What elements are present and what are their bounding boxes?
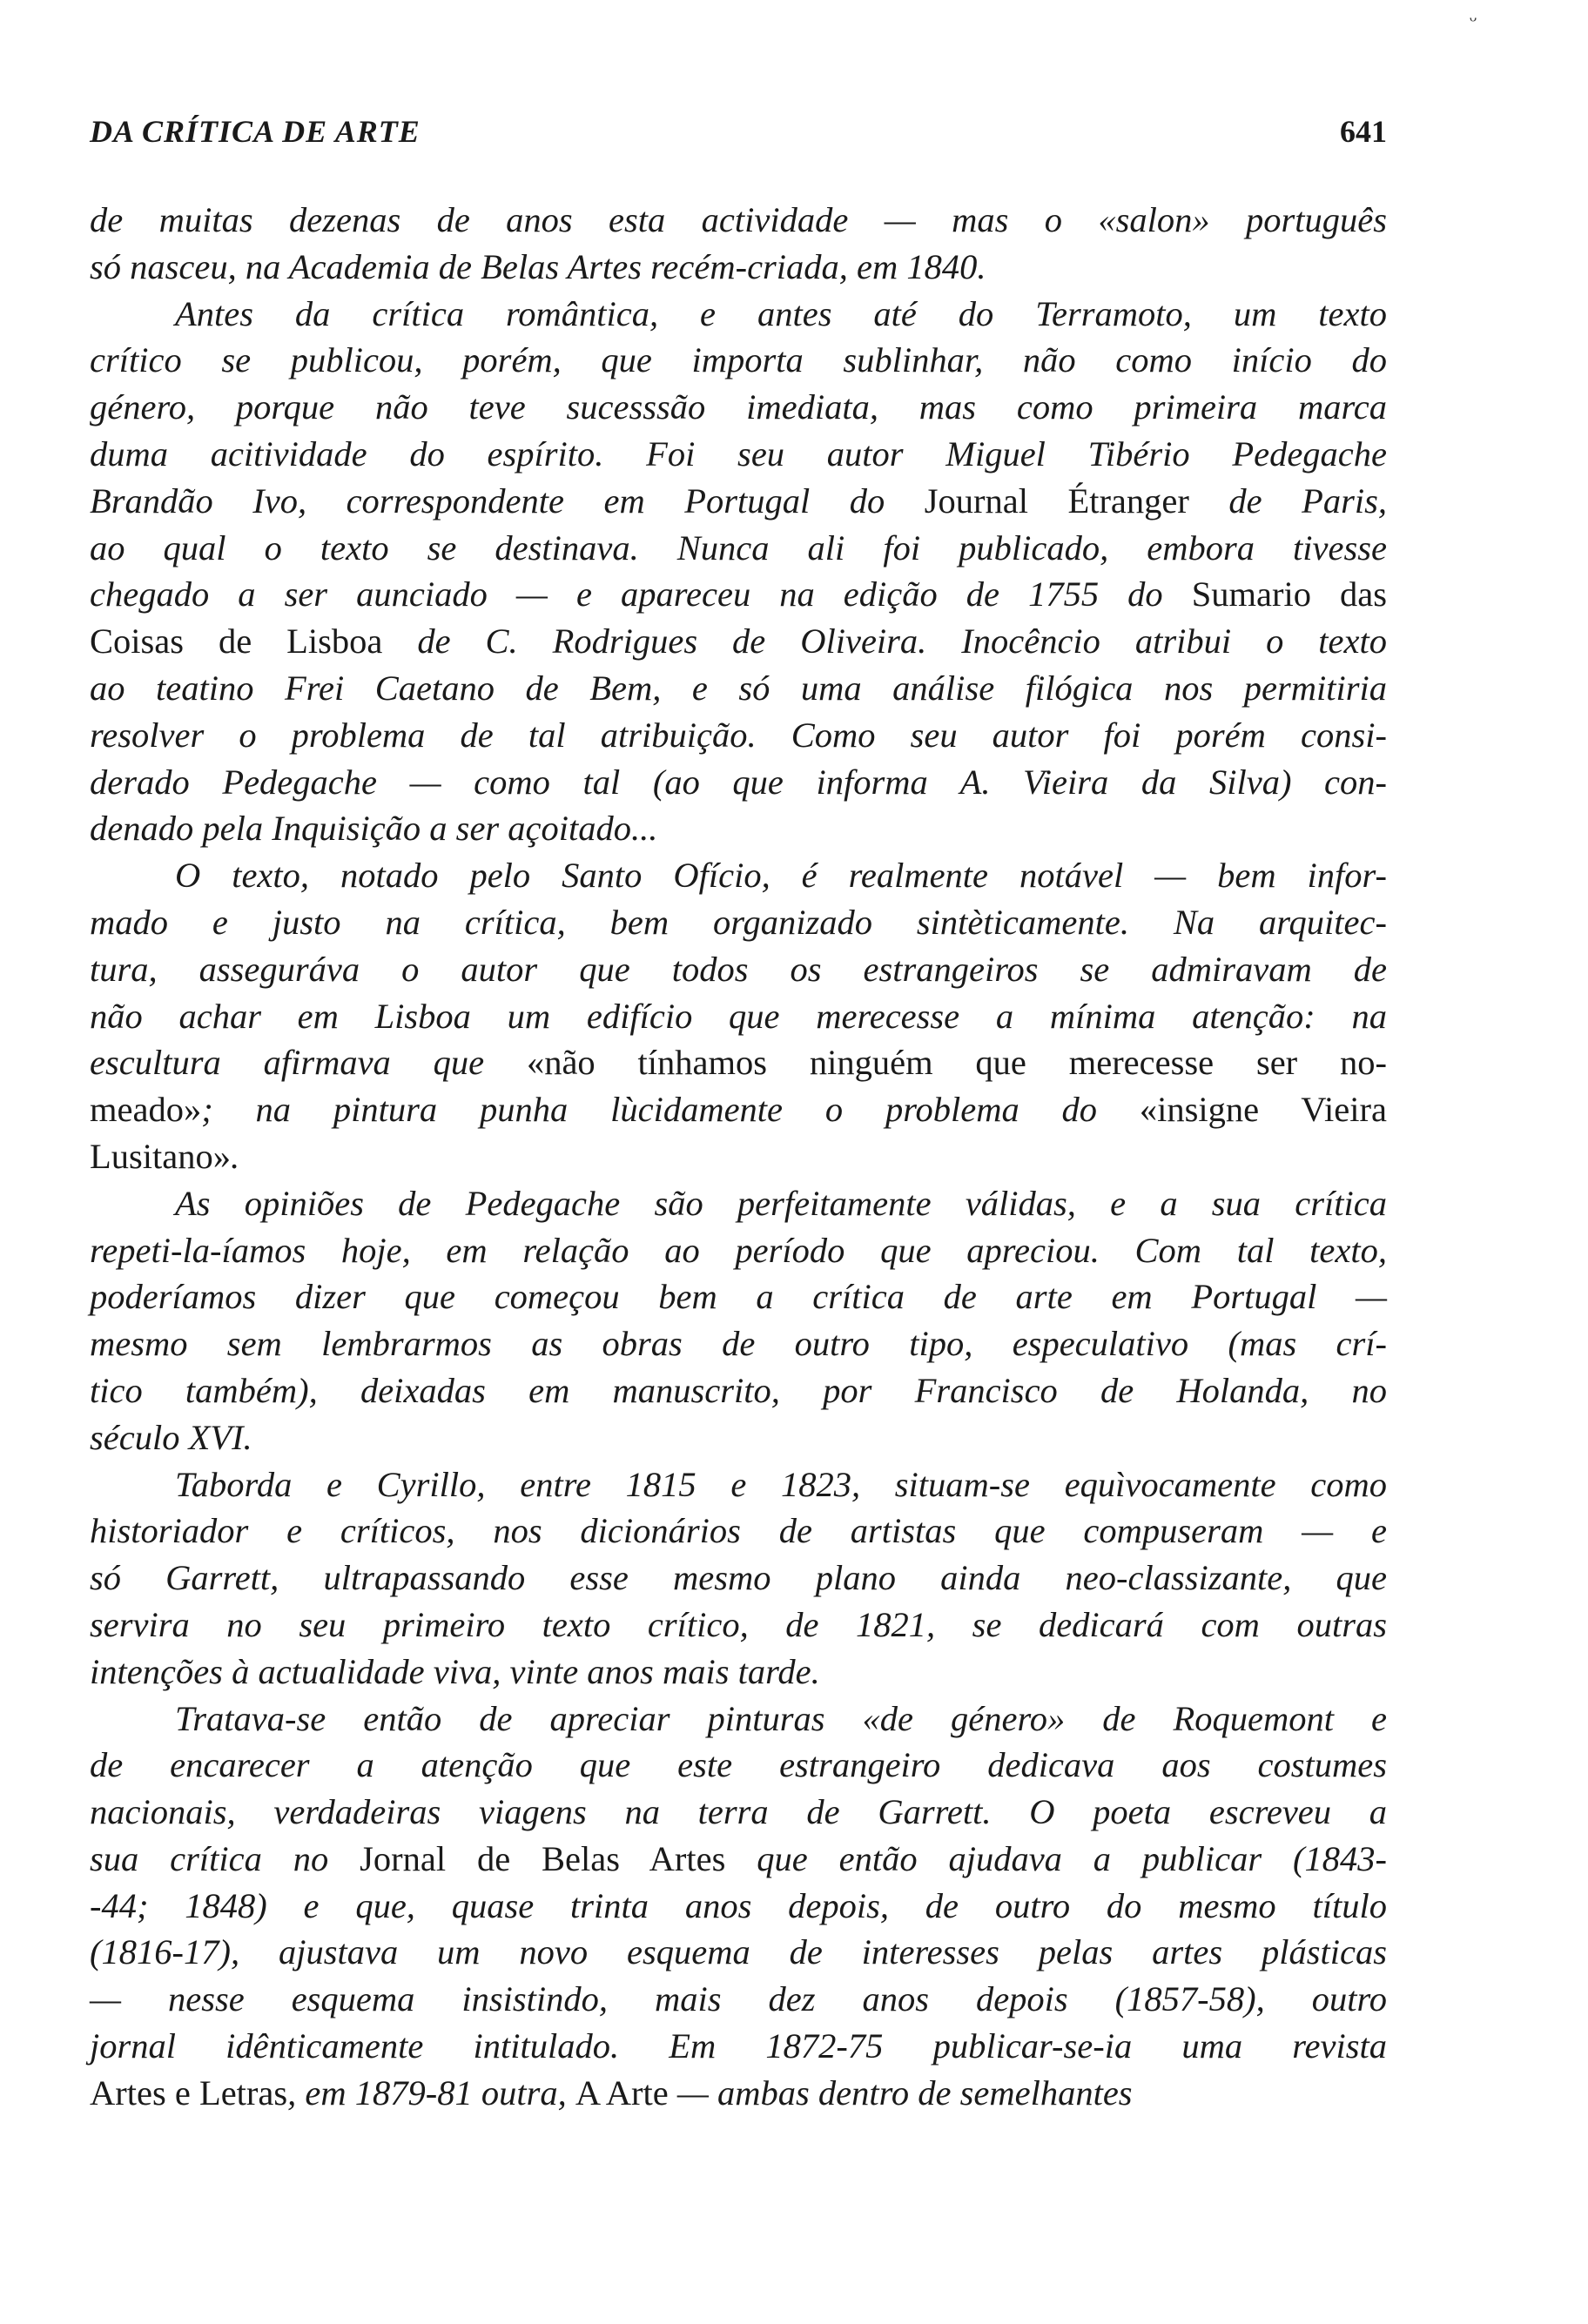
text-line xyxy=(90,525,1387,572)
text-line xyxy=(90,1367,1387,1414)
text-segment: Antes da crítica romântica, e antes até do Terramoto, um texto xyxy=(175,293,1387,333)
text-line xyxy=(90,571,1387,618)
running-title: DA CRÍTICA DE ARTE xyxy=(90,114,421,149)
text-segment: não achar em Lisboa um edifício que merecesse a mínima atenção: na xyxy=(90,996,1387,1036)
text-segment-roman: Jornal de Belas Artes xyxy=(360,1838,726,1878)
text-segment-roman: A Arte xyxy=(575,2072,669,2112)
text-segment: mado e justo na crítica, bem organizado sintèticamente. Na arquitec- xyxy=(90,902,1387,942)
text-line xyxy=(90,384,1387,431)
text-line xyxy=(90,244,1387,291)
text-line xyxy=(90,2023,1387,2070)
text-segment: -44; 1848) e que, quase trinta anos depois, de outro do mesmo título xyxy=(90,1885,1387,1925)
text-segment: repeti-la-íamos hoje, em relação ao período que apreciou. Com tal texto, xyxy=(90,1230,1387,1270)
text-segment: denado pela Inquisição a ser açoitado... xyxy=(90,809,658,849)
text-segment-roman: Lusitano» xyxy=(90,1136,231,1176)
text-segment: jornal idênticamente intitulado. Em 1872-75 publicar-se-ia uma revista xyxy=(90,2026,1387,2066)
text-line xyxy=(90,431,1387,478)
text-segment: resolver o problema de tal atribuição. Como seu autor foi porém consi- xyxy=(90,715,1387,755)
text-segment-roman: «insigne Vieira xyxy=(1139,1090,1387,1130)
text-segment: ; na pintura punha lùcidamente o problema do xyxy=(201,1090,1140,1130)
text-line xyxy=(90,1086,1387,1133)
text-line xyxy=(90,1789,1387,1836)
paragraph xyxy=(90,1180,1387,1461)
text-line xyxy=(90,1696,1387,1743)
text-segment: de C. Rodrigues de Oliveira. Inocêncio atribui o texto xyxy=(382,621,1388,662)
text-segment: Brandão Ivo, correspondente em Portugal do xyxy=(90,480,925,521)
text-segment: chegado a ser aunciado — e apareceu na edição de 1755 do xyxy=(90,574,1192,615)
text-segment: escultura afirmava que xyxy=(90,1043,527,1083)
text-segment: século XVI. xyxy=(90,1417,252,1457)
paragraph xyxy=(90,197,1387,291)
text-segment: , em 1879-81 outra, xyxy=(287,2072,575,2112)
corner-pencil-mark: ᵕ xyxy=(1470,7,1477,34)
text-line xyxy=(90,337,1387,384)
text-segment: intenções à actualidade viva, vinte anos mais tarde. xyxy=(90,1651,820,1691)
text-line xyxy=(90,759,1387,806)
text-segment: — nesse esquema insistindo, mais dez anos depois (1857-58), outro xyxy=(90,1979,1387,2019)
text-segment: tura, asseguráva o autor que todos os estrangeiros se admiravam de xyxy=(90,949,1387,989)
text-line xyxy=(90,1227,1387,1274)
text-segment: Tratava-se então de apreciar pinturas «de género» de Roquemont e xyxy=(175,1698,1387,1738)
text-line xyxy=(90,1039,1387,1086)
text-line xyxy=(90,478,1387,525)
text-line xyxy=(90,1273,1387,1320)
paragraph xyxy=(90,1461,1387,1696)
text-segment: nacionais, verdadeiras viagens na terra de Garrett. O poeta escreveu a xyxy=(90,1792,1387,1832)
text-line xyxy=(90,1180,1387,1227)
text-segment: só nasceu, na Academia de Belas Artes recém-criada, em 1840. xyxy=(90,246,986,286)
text-segment-roman: Sumario das xyxy=(1191,574,1388,615)
text-line xyxy=(90,1320,1387,1367)
text-line xyxy=(90,1555,1387,1602)
text-segment-roman: meado» xyxy=(90,1090,202,1130)
text-line xyxy=(90,197,1387,244)
text-line xyxy=(90,1602,1387,1649)
text-segment-roman: Coisas de Lisboa xyxy=(90,621,383,662)
text-segment: Taborda e Cyrillo, entre 1815 e 1823, situam-se equìvocamente como xyxy=(175,1464,1387,1504)
text-line xyxy=(90,1929,1387,1976)
text-segment: de encarecer a atenção que este estrangeiro dedicava aos costumes xyxy=(90,1745,1387,1785)
text-segment: crítico se publicou, porém, que importa sublinhar, não como início do xyxy=(90,340,1387,380)
body-text xyxy=(90,197,1387,2117)
text-segment-roman: «não tínhamos ninguém que merecesse ser no- xyxy=(526,1043,1387,1083)
text-line xyxy=(90,852,1387,899)
text-line xyxy=(90,712,1387,759)
text-segment-roman: Artes e Letras xyxy=(90,2072,288,2112)
text-segment: ao teatino Frei Caetano de Bem, e só uma análise filógica nos permitiria xyxy=(90,668,1387,708)
page-number: 641 xyxy=(1340,114,1387,149)
running-header xyxy=(90,113,1387,157)
text-line xyxy=(90,1133,1387,1180)
text-segment: — ambas dentro de semelhantes xyxy=(668,2072,1133,2112)
text-segment: historiador e críticos, nos dicionários de artistas que compuseram — e xyxy=(90,1511,1387,1551)
text-segment: de muitas dezenas de anos esta actividade — mas o «salon» português xyxy=(90,200,1387,239)
text-segment: ao qual o texto se destinava. Nunca ali foi publicado, embora tivesse xyxy=(90,527,1387,568)
text-line xyxy=(90,2070,1387,2117)
text-line xyxy=(90,899,1387,946)
text-line xyxy=(90,1742,1387,1789)
text-segment: que então ajudava a publicar (1843- xyxy=(725,1838,1387,1878)
text-segment: As opiniões de Pedegache são perfeitamente válidas, e a sua crítica xyxy=(175,1183,1387,1223)
paragraph xyxy=(90,1696,1387,2117)
text-segment: mesmo sem lembrarmos as obras de outro tipo, especulativo (mas crí- xyxy=(90,1324,1387,1364)
text-line xyxy=(90,665,1387,712)
text-segment: O texto, notado pelo Santo Ofício, é realmente notável — bem infor- xyxy=(175,856,1387,896)
text-line xyxy=(90,291,1387,338)
text-segment: de Paris, xyxy=(1188,480,1387,521)
text-line xyxy=(90,1508,1387,1555)
text-segment: duma acitividade do espírito. Foi seu autor Miguel Tibério Pedegache xyxy=(90,433,1387,474)
text-line xyxy=(90,1649,1387,1696)
text-segment: género, porque não teve sucesssão imediata, mas como primeira marca xyxy=(90,387,1387,427)
text-segment: sua crítica no xyxy=(90,1838,360,1878)
text-line xyxy=(90,805,1387,852)
text-line xyxy=(90,993,1387,1040)
text-line xyxy=(90,1414,1387,1461)
text-line xyxy=(90,1461,1387,1508)
text-line xyxy=(90,618,1387,665)
text-segment: derado Pedegache — como tal (ao que informa A. Vieira da Silva) con- xyxy=(90,762,1387,802)
paragraph xyxy=(90,852,1387,1180)
text-line xyxy=(90,1883,1387,1930)
paragraph xyxy=(90,291,1387,853)
text-segment: (1816-17), ajustava um novo esquema de interesses pelas artes plásticas xyxy=(90,1932,1387,1972)
text-line xyxy=(90,1976,1387,2023)
text-segment: poderíamos dizer que começou bem a crítica de arte em Portugal — xyxy=(90,1277,1387,1317)
text-segment: só Garrett, ultrapassando esse mesmo plano ainda neo-classizante, que xyxy=(90,1558,1387,1598)
text-line xyxy=(90,1836,1387,1883)
text-segment: servira no seu primeiro texto crítico, de 1821, se dedicará com outras xyxy=(90,1604,1387,1644)
text-segment: tico também), deixadas em manuscrito, por Francisco de Holanda, no xyxy=(90,1370,1387,1410)
text-line xyxy=(90,946,1387,993)
text-segment: . xyxy=(230,1136,240,1176)
text-segment-roman: Journal Étranger xyxy=(924,480,1189,521)
